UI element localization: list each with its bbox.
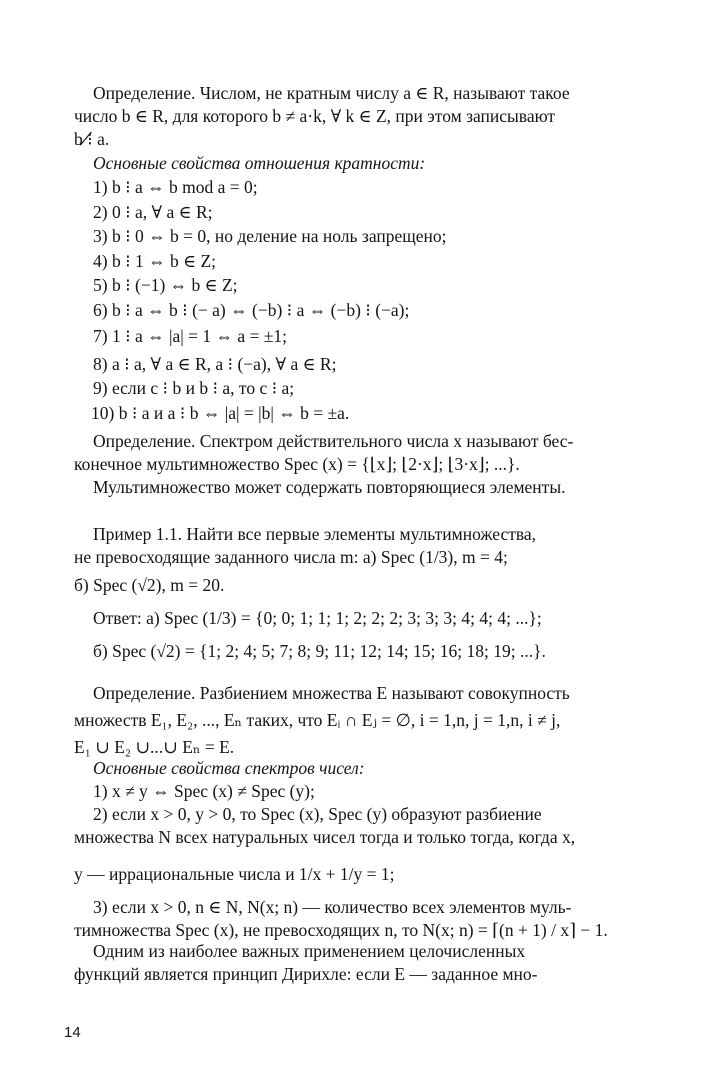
page-number: 14 xyxy=(64,1024,81,1041)
def2-line1: Определение. Спектром действительного числа x называют бес- xyxy=(93,431,574,451)
def3-line1: Определение. Разбиением множества E называют совокупность xyxy=(93,683,570,703)
list-item: 5) b ⁝ (−1) ⇔ b ∈ Z; xyxy=(93,275,238,295)
props2-item3a: 3) если x > 0, n ∈ N, N(x; n) — количество всех элементов муль- xyxy=(93,897,572,917)
def2-line2: конечное мультимножество Spec (x) = {⌊x⌋; ⌊2·x⌋; ⌊3·x⌋; ...}. xyxy=(74,454,520,474)
list-item: 10) b ⁝ a и a ⁝ b ⇔ |a| = |b| ⇔ b = ±a. xyxy=(91,402,350,423)
example-line3: б) Spec (√2), m = 20. xyxy=(74,575,225,595)
list-item: 2) 0 ⁝ a, ∀ a ∈ R; xyxy=(93,201,213,222)
example-line2: не превосходящие заданного числа m: а) Spec (1/3), m = 4; xyxy=(74,547,508,567)
props2-item3b: тимножества Spec (x), не превосходящих n, то N(x; n) = ⌈(n + 1) / x⌉ − 1. xyxy=(74,920,608,940)
example-1-1 xyxy=(74,523,633,663)
list-item: 8) a ⁝ a, ∀ a ∈ R, a ⁝ (−a), ∀ a ∈ R; xyxy=(93,353,337,374)
final-paragraph xyxy=(74,940,633,986)
example-answer2: б) Spec (√2) = {1; 2; 4; 5; 7; 8; 9; 11; 12; 14; 15; 16; 18; 19; ...}. xyxy=(93,641,546,661)
def1-line3: b ⁝̸ a. xyxy=(74,129,110,149)
list-item: 4) b ⁝ 1 ⇔ b ∈ Z; xyxy=(93,250,217,271)
list-item: 7) 1 ⁝ a ⇔ |a| = 1 ⇔ a = ±1; xyxy=(93,326,288,346)
list-item: 9) если c ⁝ b и b ⁝ a, то c ⁝ a; xyxy=(93,378,295,398)
props2-item1: 1) x ≠ y ⇔ Spec (x) ≠ Spec (y); xyxy=(93,781,315,801)
list-item: 3) b ⁝ 0 ⇔ b = 0, но деление на ноль запрещено; xyxy=(93,226,447,246)
def1-line1: Определение. Числом, не кратным числу a ∈ R, называют такое xyxy=(93,83,570,103)
list-item: 1) b ⁝ a ⇔ b mod a = 0; xyxy=(93,177,258,197)
props2-item2b: множества N всех натуральных чисел тогда и только тогда, когда x, xyxy=(74,827,576,847)
example-line1: Пример 1.1. Найти все первые элементы мультимножества, xyxy=(93,524,537,544)
final-line2: функций является принцип Дирихле: если E — заданное мно- xyxy=(74,964,538,984)
final-line1: Одним из наиболее важных применением целочисленных xyxy=(93,941,526,961)
def3-line2: множеств E₁, E₂, ..., Eₙ таких, что Eᵢ ∩ Eⱼ = ∅, i = 1,n, j = 1,n, i ≠ j, xyxy=(74,710,561,730)
props1-list xyxy=(93,175,633,425)
props2-heading: Основные свойства спектров чисел: xyxy=(93,758,365,778)
definition-spectrum xyxy=(74,430,633,499)
props2-item2a: 2) если x > 0, y > 0, то Spec (x), Spec (y) образуют разбиение xyxy=(93,804,542,824)
definition-non-multiple xyxy=(74,82,633,151)
def2-line3: Мультимножество может содержать повторяющиеся элементы. xyxy=(93,477,566,497)
example-answer1: Ответ: а) Spec (1/3) = {0; 0; 1; 1; 1; 2; 2; 2; 3; 3; 3; 4; 4; 4; ...}; xyxy=(93,608,542,628)
props2-item2c: y — иррациональные числа и 1/x + 1/y = 1; xyxy=(74,864,395,884)
props2 xyxy=(74,757,633,942)
def3-line3: E₁ ∪ E₂ ∪...∪ Eₙ = E. xyxy=(74,737,235,757)
props1-heading: Основные свойства отношения кратности: xyxy=(93,153,426,173)
definition-partition xyxy=(74,682,633,759)
def1-line2: число b ∈ R, для которого b ≠ a·k, ∀ k ∈ Z, при этом записывают xyxy=(74,106,556,126)
list-item: 6) b ⁝ a ⇔ b ⁝ (− a) ⇔ (−b) ⁝ a ⇔ (−b) ⁝ (−a); xyxy=(93,299,410,320)
